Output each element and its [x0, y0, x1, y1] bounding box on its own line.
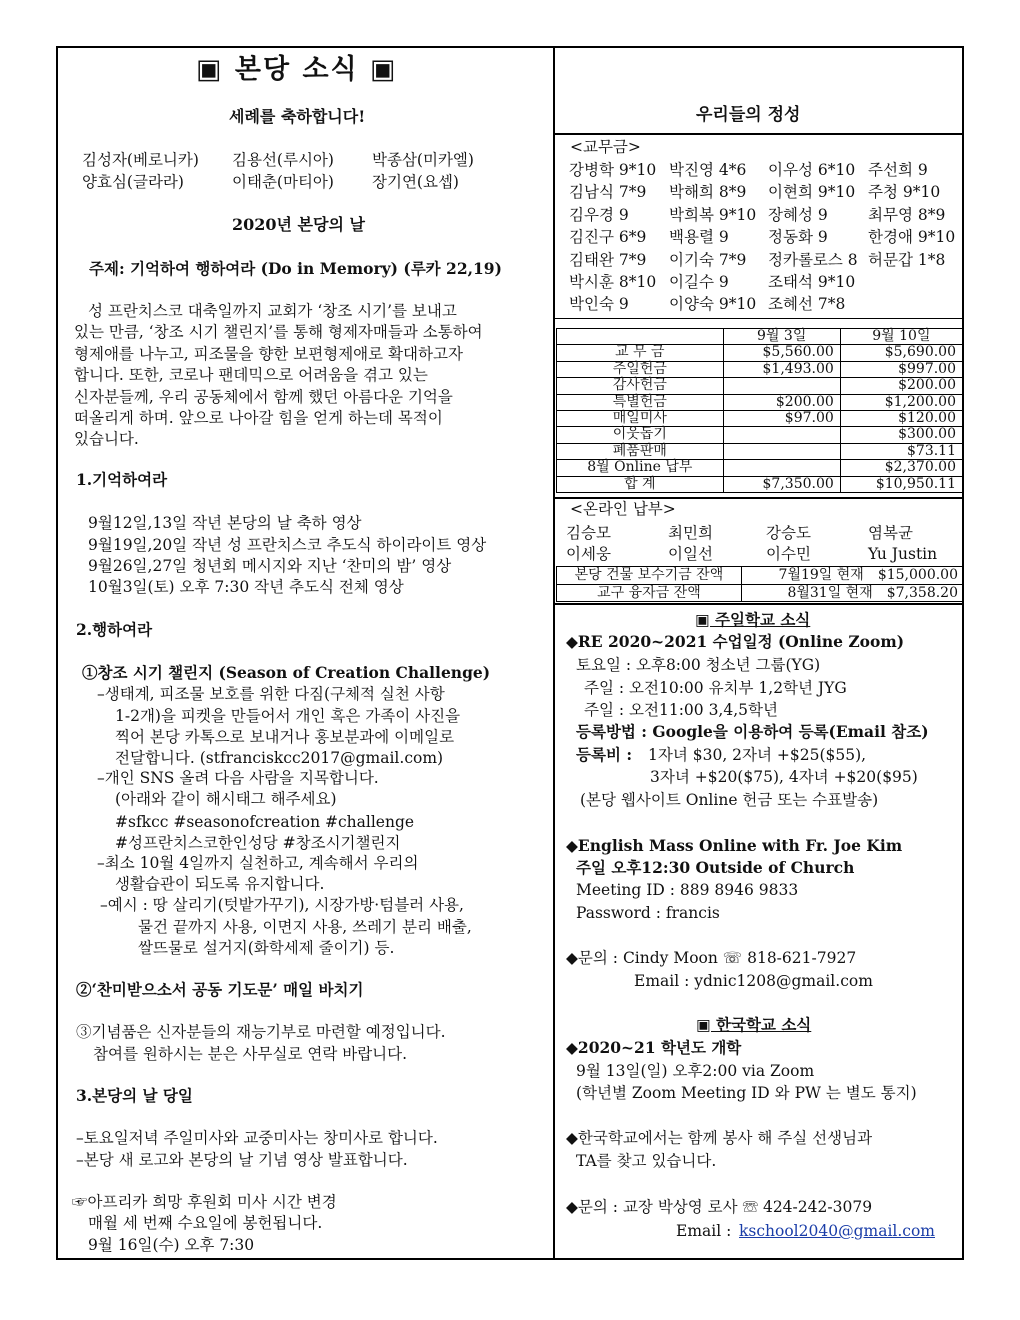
contact-email[interactable]: Email : ydnic1208@gmail.com: [634, 972, 873, 990]
offering-table: [556, 328, 963, 493]
school-date: 9월 13일(일) 오후2:00 via Zoom: [576, 1062, 815, 1080]
kyomu-entry: 이길수 9: [669, 273, 729, 291]
table-cell: $5,690.00: [840, 345, 962, 361]
parish-day-title: 2020년 본당의 날: [232, 215, 365, 234]
divider: [555, 318, 964, 319]
table-cell: $200.00: [840, 378, 962, 394]
table-row: [557, 460, 963, 476]
challenge-title: ①창조 시기 챌린지 (Season of Creation Challenge): [82, 663, 491, 682]
table-cell: $10,950.11: [840, 476, 962, 492]
recruit-line: ◆한국학교에서는 함께 봉사 해 주실 선생님과: [566, 1129, 873, 1147]
table-row: [557, 345, 963, 361]
meeting-id: Meeting ID : 889 8946 9833: [576, 881, 799, 899]
day-of-line: –토요일저녁 주일미사와 교중미사는 창미사로 합니다.: [76, 1129, 438, 1147]
table-row: [557, 584, 963, 602]
table-cell: 감사헌금: [557, 378, 724, 394]
challenge-line: –개인 SNS 올려 다음 사람을 지목합니다.: [97, 769, 379, 787]
table-cell: $200.00: [723, 394, 840, 410]
table-cell: 합 계: [557, 476, 724, 492]
intro-line: 떠올리게 하며. 앞으로 나아갈 힘을 얻게 하는데 목적이: [74, 409, 443, 427]
kyomu-entry: 김우경 9: [569, 205, 629, 224]
baptism-name: 김성자(베로니카): [82, 151, 199, 169]
balance-date: 8월31일 현재: [787, 584, 873, 601]
kyomu-entry: 김남식 7*9: [569, 183, 647, 202]
schedule-line: 주일 : 오전10:00 유치부 1,2학년 JYG: [584, 679, 847, 697]
balance-label: 본당 건물 보수기금 잔액: [557, 567, 742, 585]
school-contact: ◆문의 : 교장 박상영 로사 ☏ 424-242-3079: [566, 1198, 873, 1216]
table-cell: 폐품판매: [557, 443, 724, 459]
online-label: <온라인 납부>: [570, 500, 676, 518]
table-cell: 이웃돕기: [557, 427, 724, 443]
table-cell: $2,370.00: [840, 460, 962, 476]
list-item: 10월3일(토) 오후 7:30 작년 추도식 전체 영상: [88, 578, 404, 596]
schedule-line: 토요일 : 오후8:00 청소년 그룹(YG): [576, 656, 821, 674]
table-cell: $73.11: [840, 443, 962, 459]
table-cell: [723, 427, 840, 443]
english-mass-time: 주일 오후12:30 Outside of Church: [576, 858, 855, 877]
table-cell: 매일미사: [557, 411, 724, 427]
english-mass: ◆English Mass Online with Fr. Joe Kim: [566, 836, 903, 855]
divider: [555, 133, 964, 135]
fee-note: (본당 웹사이트 Online 헌금 또는 수표발송): [580, 791, 879, 809]
recruit-line: TA를 찾고 있습니다.: [576, 1152, 717, 1170]
africa-notice: ☞아프리카 희망 후원회 미사 시간 변경: [72, 1193, 337, 1211]
kyomu-entry: 장혜성 9: [768, 205, 828, 224]
souvenir-line: 참여를 원하시는 분은 사무실로 연락 바랍니다.: [93, 1045, 408, 1063]
challenge-line: –예시 : 땅 살리기(텃밭가꾸기), 시장가방·텀블러 사용,: [100, 896, 464, 914]
intro-line: 합니다. 또한, 코로나 팬데믹으로 어려움을 겪고 있는: [74, 366, 428, 384]
kyomu-label: <교무금>: [570, 138, 641, 156]
table-row: [557, 567, 963, 585]
table-row: [557, 361, 963, 377]
table-cell: $997.00: [840, 361, 962, 377]
challenge-line: 물건 끝까지 사용, 이면지 사용, 쓰레기 분리 배출,: [138, 918, 472, 936]
table-row: [557, 427, 963, 443]
table-cell: $300.00: [840, 427, 962, 443]
day-of-line: –본당 새 로고와 본당의 날 기념 영상 발표합니다.: [76, 1151, 408, 1169]
kyomu-entry: 정동화 9: [768, 228, 828, 247]
intro-line: 형제애를 나누고, 피조물을 향한 보편형제애로 확대하고자: [74, 345, 463, 363]
kyomu-entry: 한경애 9*10: [868, 228, 956, 247]
fee-label: 등록비 :: [576, 745, 633, 764]
kyomu-entry: 허문갑 1*8: [868, 250, 946, 269]
school-note: (학년별 Zoom Meeting ID 와 PW 는 별도 통지): [576, 1084, 917, 1102]
kyomu-entry: 이양숙 9*10: [669, 295, 757, 314]
kyomu-entry: 주선희 9: [868, 161, 928, 179]
table-cell: 8월 Online 납부: [557, 460, 724, 476]
kyomu-entry: 이기숙 7*9: [669, 250, 747, 269]
online-payer: Yu Justin: [868, 545, 938, 563]
kyomu-entry: 박희복 9*10: [669, 205, 757, 224]
intro-line: 성 프란치스코 대축일까지 교회가 ‘창조 시기’를 보내고: [88, 302, 457, 320]
table-row: [557, 411, 963, 427]
online-payer: 이수민: [766, 545, 811, 563]
table-cell: [723, 443, 840, 459]
page-title: ▣ 본당 소식 ▣: [196, 54, 398, 85]
table-cell: $7,350.00: [723, 476, 840, 492]
intro-line: 있습니다.: [74, 430, 139, 448]
table-cell: [723, 378, 840, 394]
fee-line: 1자녀 $30, 2자녀 +$25($55),: [648, 746, 867, 764]
challenge-line: (아래와 같이 해시태그 해주세요): [115, 790, 337, 808]
table-cell: $1,200.00: [840, 394, 962, 410]
list-item: 9월19일,20일 작년 성 프란치스코 추도식 하이라이트 영상: [88, 536, 487, 554]
school-email-label: Email :: [676, 1222, 732, 1240]
header-cell: [557, 329, 724, 345]
table-cell: $1,493.00: [723, 361, 840, 377]
balance-label: 교구 융자금 잔액: [557, 584, 742, 602]
balance-amount: $7,358.20: [886, 584, 958, 601]
kyomu-entry: 박진영 4*6: [669, 161, 747, 179]
online-payer: 이일선: [668, 545, 713, 563]
baptism-name: 박종삼(미카엘): [372, 151, 474, 169]
table-cell: 교 무 금: [557, 345, 724, 361]
online-payer: 최민희: [668, 524, 713, 542]
kyomu-entry: 이우성 6*10: [768, 161, 856, 179]
table-cell: [723, 460, 840, 476]
meeting-password: Password : francis: [576, 904, 720, 922]
intro-line: 있는 만큼, ‘창조 시기 챌린지’를 통해 형제자매들과 소통하여: [74, 323, 483, 341]
column-divider: [553, 46, 555, 1260]
table-cell: $5,560.00: [723, 345, 840, 361]
challenge-line: 찍어 본당 카톡으로 보내거나 홍보분과에 이메일로: [115, 728, 455, 746]
table-row: [557, 476, 963, 492]
kyomu-entry: 정카롤로스 8: [768, 250, 858, 269]
table-cell: $120.00: [840, 411, 962, 427]
hashtag-line: #성프란치스코한인성당 #창조시기챌린지: [115, 834, 401, 852]
kyomu-entry: 박해희 8*9: [669, 183, 747, 202]
online-payer: 이세웅: [566, 545, 611, 563]
theme: 주제: 기억하여 행하여라 (Do in Memory) (루카 22,19): [89, 259, 502, 278]
kyomu-entry: 조태석 9*10: [768, 273, 856, 291]
table-row: [557, 443, 963, 459]
table-cell: 주일헌금: [557, 361, 724, 377]
kyomu-entry: 조혜선 7*8: [768, 295, 846, 314]
online-payer: 김승모: [566, 524, 611, 542]
kyomu-entry: 박인숙 9: [569, 295, 629, 314]
re-schedule: ◆RE 2020~2021 수업일정 (Online Zoom): [566, 632, 905, 651]
contact-line: ◆문의 : Cindy Moon ☏ 818-621-7927: [566, 949, 857, 967]
table-row: [557, 378, 963, 394]
challenge-line: –생태계, 피조물 보호를 위한 다짐(구체적 실천 사항: [97, 685, 445, 703]
list-item: 9월12일,13일 작년 본당의 날 축하 영상: [88, 514, 362, 532]
table-cell: 특별헌금: [557, 394, 724, 410]
balance-table: [556, 566, 963, 602]
list-item: 9월26일,27일 청년회 메시지와 지난 ‘찬미의 밤’ 영상: [88, 557, 452, 575]
fee-line: 3자녀 +$20($75), 4자녀 +$20($95): [650, 768, 918, 786]
korean-school-title: ▣ 한국학교 소식: [696, 1015, 812, 1034]
challenge-line: 쌀뜨물로 설거지(화학세제 줄이기) 등.: [138, 939, 395, 957]
divider: [555, 603, 964, 605]
kyomu-entry: 백용렬 9: [669, 228, 729, 247]
challenge-line: 생활습관이 되도록 유지합니다.: [115, 875, 325, 893]
baptism-name: 양효심(글라라): [82, 173, 184, 191]
table-cell: $97.00: [723, 411, 840, 427]
registration: 등록방법 : Google을 이용하여 등록(Email 참조): [576, 722, 929, 741]
balance-amount: $15,000.00: [877, 567, 958, 583]
kyomu-entry: 최무영 8*9: [868, 205, 946, 224]
school-email-link[interactable]: kschool2040@gmail.com: [739, 1222, 935, 1240]
offering-section-title: 우리들의 정성: [696, 105, 801, 125]
school-opening: ◆2020~21 학년도 개학: [566, 1038, 742, 1057]
souvenir-line: ③기념품은 신자분들의 재능기부로 마련할 예정입니다.: [76, 1023, 446, 1041]
baptism-name: 김용선(루시아): [232, 151, 334, 169]
table-header-row: [557, 329, 963, 345]
online-payer: 강승도: [766, 524, 811, 542]
challenge-line: 전달합니다. (stfranciskcc2017@gmail.com): [115, 749, 444, 767]
schedule-line: 주일 : 오전11:00 3,4,5학년: [584, 701, 778, 719]
kyomu-entry: 박시훈 8*10: [569, 273, 657, 291]
kyomu-entry: 김진구 6*9: [569, 228, 647, 247]
baptism-name: 이태춘(마티아): [232, 173, 334, 191]
section-do-title: 2.행하여라: [76, 620, 153, 639]
africa-notice: 9월 16일(수) 오후 7:30: [88, 1236, 255, 1254]
prayer-line: ②‘찬미받으소서 공동 기도문’ 매일 바치기: [76, 980, 364, 999]
intro-line: 신자분들께, 우리 공동체에서 함께 했던 아름다운 기억을: [74, 388, 453, 406]
kyomu-entry: 강병학 9*10: [569, 161, 657, 179]
header-cell: 9월 10일: [840, 329, 962, 345]
sunday-school-title: ▣ 주일학교 소식: [695, 610, 811, 629]
africa-notice: 매월 세 번째 수요일에 봉헌됩니다.: [88, 1214, 323, 1232]
kyomu-entry: 이현희 9*10: [768, 183, 856, 202]
challenge-line: –최소 10월 4일까지 실천하고, 계속해서 우리의: [97, 854, 419, 872]
section-day-of-title: 3.본당의 날 당일: [76, 1086, 193, 1105]
baptism-name: 장기연(요셉): [372, 173, 459, 191]
header-cell: 9월 3일: [723, 329, 840, 345]
section-remember-title: 1.기억하여라: [76, 470, 168, 489]
kyomu-entry: 김태완 7*9: [569, 250, 647, 269]
table-row: [557, 394, 963, 410]
kyomu-entry: 주청 9*10: [868, 183, 941, 202]
hashtag-line: #sfkcc #seasonofcreation #challenge: [115, 813, 415, 831]
challenge-line: 1-2개)을 피켓을 만들어서 개인 혹은 가족이 사진을: [115, 707, 461, 725]
baptism-heading: 세례를 축하합니다!: [229, 107, 366, 126]
balance-date: 7월19일 현재: [778, 567, 864, 583]
online-payer: 염복균: [868, 524, 913, 542]
